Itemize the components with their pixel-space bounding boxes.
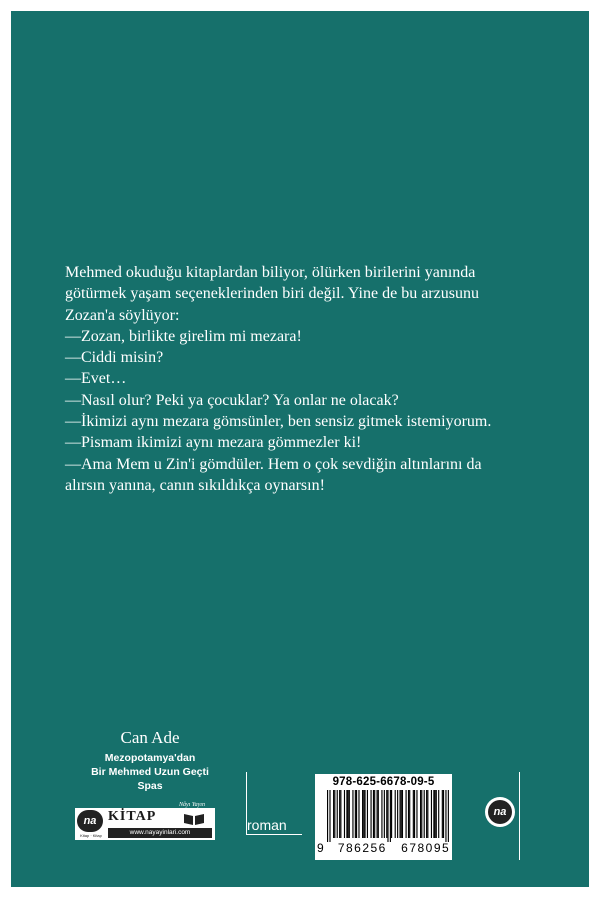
blurb-line: —İkimizi aynı mezara gömsünler, ben sensiz gitmek istemiyorum. <box>65 413 492 431</box>
genre-label: roman <box>247 817 287 833</box>
barcode-bar <box>363 790 364 838</box>
publisher-badge-caption: Kitap · Kitap <box>80 833 102 838</box>
barcode-bar <box>340 790 341 838</box>
publisher-logo <box>75 802 215 840</box>
barcode-bar <box>426 790 427 838</box>
barcode-bar <box>362 790 363 838</box>
barcode-bar <box>364 790 365 838</box>
barcode-bar <box>329 790 330 842</box>
barcode-bar <box>448 790 449 842</box>
barcode-bar <box>384 790 385 838</box>
barcode-bar <box>397 790 398 838</box>
barcode-divider <box>519 772 520 860</box>
barcode-bar <box>416 790 417 838</box>
barcode-bar <box>401 790 402 838</box>
barcode-bar <box>399 790 400 838</box>
book-title <box>70 751 230 793</box>
isbn-number: 978-625-6678-09-5 <box>332 776 435 788</box>
blurb-line: götürmek yaşam seçeneklerinden biri değil. Yine de bu arzusunu <box>65 285 479 303</box>
barcode-bar <box>378 790 379 838</box>
blurb-line: —Ama Mem u Zin'i gömdüler. Hem o çok sevdiğin altınlarını da <box>65 455 482 473</box>
blurb-line: —Ciddi misin? <box>65 349 164 367</box>
barcode-bar <box>367 790 368 838</box>
barcode-bar <box>409 790 410 838</box>
barcode-bar <box>356 790 357 838</box>
title-line: Spas <box>137 780 163 792</box>
barcode-bar <box>355 790 356 838</box>
blurb-line: —Zozan, birlikte girelim mi mezara! <box>65 327 302 345</box>
publisher-badge: na <box>77 810 103 832</box>
barcode-bar <box>427 790 428 838</box>
barcode-bar <box>387 790 388 842</box>
publisher-name: KİTAP <box>108 809 157 824</box>
barcode-bar <box>391 790 392 838</box>
barcode-bar <box>358 790 359 838</box>
barcode-bar <box>381 790 382 838</box>
barcode-bar <box>333 790 334 838</box>
barcode-bar <box>431 790 432 838</box>
barcode-bar <box>445 790 446 842</box>
blurb-line: alırsın yanına, canın sıkıldıkça oynarsın! <box>65 476 325 494</box>
open-book-icon <box>183 812 205 826</box>
barcode-bar <box>402 790 403 838</box>
barcode-bar <box>390 790 391 842</box>
barcode-bar <box>421 790 422 838</box>
blurb-line: —Nasıl olur? Peki ya çocuklar? Ya onlar ne olacak? <box>65 391 399 409</box>
publisher-seal <box>485 797 515 827</box>
barcode-bar <box>334 790 335 838</box>
blurb-line: —Evet… <box>65 370 127 388</box>
barcode-bar <box>349 790 350 838</box>
publisher-url: www.nayayinlari.com <box>108 828 212 838</box>
barcode-bar <box>424 790 425 838</box>
barcode-bar <box>370 790 371 838</box>
barcode-bar <box>373 790 374 838</box>
title-line: Bir Mehmed Uzun Geçti <box>91 766 209 778</box>
barcode-bar <box>327 790 328 842</box>
blurb-line: —Pismam ikimizi aynı mezara gömmezler ki! <box>65 434 362 452</box>
barcode-bar <box>413 790 414 838</box>
isbn-lead-digit: 9 <box>317 841 324 855</box>
barcode-bar <box>436 790 437 838</box>
isbn-group-1: 786256 <box>337 841 387 855</box>
barcode-bar <box>346 790 347 838</box>
barcode-bar <box>414 790 415 838</box>
isbn-digits <box>317 841 452 855</box>
isbn-barcode <box>315 774 452 860</box>
barcode-bar <box>438 790 439 838</box>
barcode-bar <box>377 790 378 838</box>
barcode-bar <box>433 790 434 838</box>
barcode-bar <box>443 790 444 838</box>
barcode-bar <box>386 790 387 838</box>
barcode-bar <box>420 790 421 838</box>
barcode-bar <box>406 790 407 838</box>
barcode-bar <box>348 790 349 838</box>
publisher-tag: Nâyı Yayın <box>179 802 205 808</box>
blurb-line: Mehmed okuduğu kitaplardan biliyor, ölürken birilerini yanında <box>65 264 476 281</box>
barcode-bar <box>337 790 338 838</box>
barcode-bar <box>352 790 353 838</box>
title-line: Mezopotamya'dan <box>104 752 196 764</box>
blurb-text <box>65 262 555 496</box>
blurb-line: Zozan'a söylüyor: <box>65 306 180 324</box>
barcode-bar <box>395 790 396 838</box>
barcode-bar <box>339 790 340 838</box>
isbn-group-2: 678095 <box>401 841 451 855</box>
author-name: Can Ade <box>120 728 180 747</box>
genre-underline <box>246 834 302 835</box>
barcode-bars <box>327 790 449 842</box>
barcode-bar <box>408 790 409 838</box>
barcode-bar <box>344 790 345 838</box>
publisher-seal-label: na <box>488 800 512 824</box>
barcode-bar <box>435 790 436 838</box>
barcode-bar <box>374 790 375 838</box>
barcode-bar <box>442 790 443 838</box>
